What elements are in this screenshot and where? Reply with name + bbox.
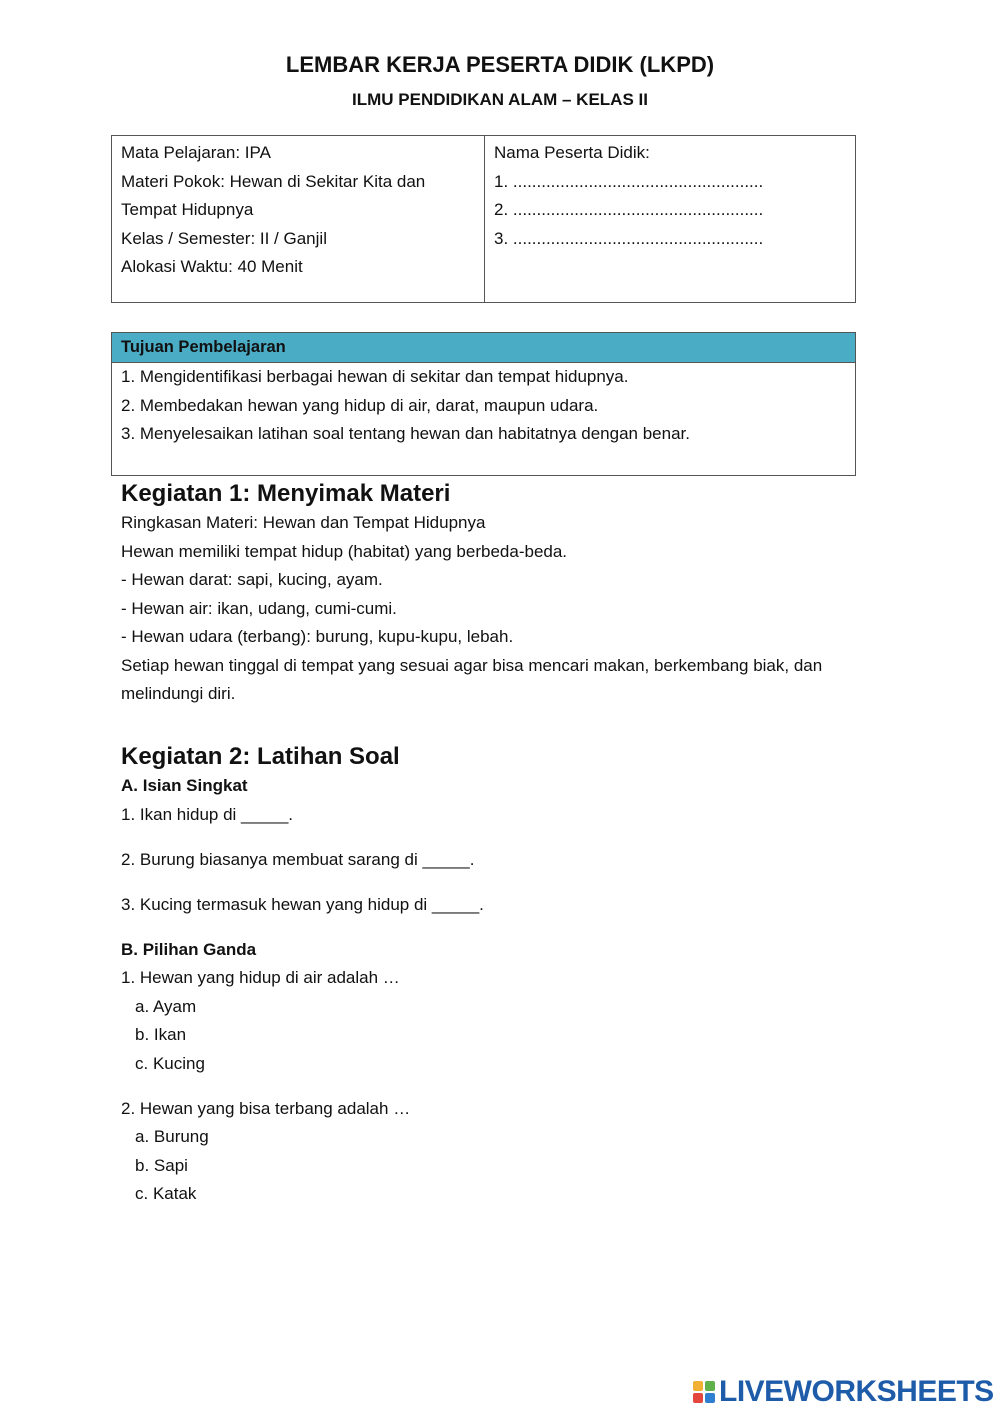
material-line: - Hewan darat: sapi, kucing, ayam.: [121, 570, 383, 589]
logo-square-icon: [705, 1381, 715, 1391]
material-paragraph: Setiap hewan tinggal di tempat yang sesuai agar bisa mencari makan, berkembang biak, dan melindungi diri.: [121, 655, 823, 703]
mc-option[interactable]: b. Sapi: [135, 1155, 188, 1175]
material-line: - Hewan udara (terbang): burung, kupu-kupu, lebah.: [121, 627, 514, 646]
subject-line: Mata Pelajaran: IPA: [121, 143, 271, 162]
mc-option[interactable]: b. Ikan: [135, 1025, 187, 1044]
logo-icon: [693, 1381, 715, 1403]
student-name-field-2[interactable]: 2. .....................................................: [494, 200, 764, 219]
logo-square-icon: [693, 1393, 703, 1403]
student-names-label: Nama Peserta Didik:: [494, 143, 650, 162]
logo-square-icon: [693, 1381, 703, 1391]
mc-option[interactable]: c. Katak: [135, 1184, 197, 1203]
learning-objectives-heading: Tujuan Pembelajaran: [112, 333, 855, 363]
page-subtitle: ILMU PENDIDIKAN ALAM – KELAS II: [352, 90, 648, 109]
material-line: Hewan memiliki tempat hidup (habitat) yang berbeda-beda.: [121, 541, 568, 561]
logo-square-icon: [705, 1393, 715, 1403]
class-semester-line: Kelas / Semester: II / Ganjil: [121, 228, 327, 248]
objective-item: 2. Membedakan hewan yang hidup di air, darat, maupun udara.: [121, 395, 599, 415]
mc-option[interactable]: a. Burung: [135, 1127, 209, 1146]
activity-2: [121, 742, 921, 1209]
student-name-field-3[interactable]: 3. .....................................................: [494, 228, 764, 248]
logo-text: LIVEWORKSHEETS: [719, 1375, 994, 1408]
student-name-field-1[interactable]: 1. .....................................................: [494, 171, 764, 191]
topic-line: Materi Pokok: Hewan di Sekitar Kita dan: [121, 171, 426, 191]
fill-question[interactable]: 1. Ikan hidup di _____.: [121, 804, 294, 824]
mc-question: 2. Hewan yang bisa terbang adalah …: [121, 1098, 411, 1118]
objective-item: 1. Mengidentifikasi berbagai hewan di sekitar dan tempat hidupnya.: [121, 367, 629, 386]
mc-option[interactable]: c. Kucing: [135, 1053, 205, 1073]
activity-2-heading: Kegiatan 2: Latihan Soal: [121, 743, 400, 770]
mc-question: 1. Hewan yang hidup di air adalah …: [121, 968, 400, 987]
material-line: - Hewan air: ikan, udang, cumi-cumi.: [121, 598, 397, 618]
mc-option[interactable]: a. Ayam: [135, 996, 197, 1016]
time-allocation-line: Alokasi Waktu: 40 Menit: [121, 257, 303, 276]
fill-question[interactable]: 2. Burung biasanya membuat sarang di _____.: [121, 849, 475, 869]
student-names: [485, 136, 855, 302]
part-a-heading: A. Isian Singkat: [121, 776, 248, 795]
part-b-heading: B. Pilihan Ganda: [121, 939, 257, 959]
activity-1: [121, 479, 921, 709]
objective-item: 3. Menyelesaikan latihan soal tentang hewan dan habitatnya dengan benar.: [121, 424, 690, 443]
learning-objectives-table: [111, 332, 856, 476]
page-title: LEMBAR KERJA PESERTA DIDIK (LKPD): [285, 52, 715, 77]
activity-1-heading: Kegiatan 1: Menyimak Materi: [121, 480, 451, 507]
topic-line-cont: Tempat Hidupnya: [121, 200, 254, 219]
material-line: Ringkasan Materi: Hewan dan Tempat Hidupnya: [121, 513, 486, 532]
liveworksheets-logo: [693, 1375, 994, 1409]
info-table: [111, 135, 856, 303]
fill-question[interactable]: 3. Kucing termasuk hewan yang hidup di _____.: [121, 894, 484, 914]
lesson-info: [112, 136, 485, 302]
